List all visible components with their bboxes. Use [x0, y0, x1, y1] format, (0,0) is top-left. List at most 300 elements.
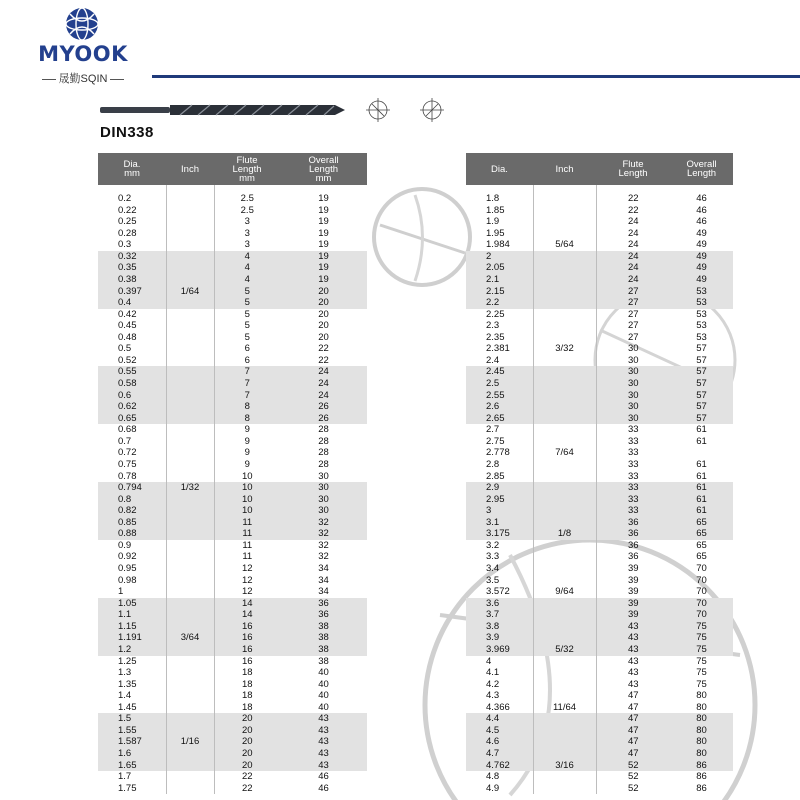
flute-length-cell: 47	[596, 713, 670, 725]
diameter-cell: 4.762	[466, 760, 533, 772]
flute-length-cell: 11	[214, 528, 280, 540]
diameter-cell: 4.9	[486, 782, 500, 794]
flute-length-cell: 36	[596, 517, 670, 529]
inch-cell	[533, 401, 596, 413]
flute-length-cell: 11	[242, 539, 253, 551]
diameter-cell: 1.8	[486, 193, 500, 204]
inch-cell	[533, 471, 596, 483]
overall-length-cell: 22	[318, 354, 329, 366]
table-row	[98, 228, 367, 240]
flute-length-cell: 7	[214, 378, 280, 390]
overall-length-cell: 80	[670, 748, 733, 760]
diameter-cell: 4.6	[466, 736, 533, 748]
inch-cell	[533, 748, 596, 760]
flute-length-cell: 52	[596, 760, 670, 772]
table-row	[466, 436, 733, 448]
overall-length-cell: 70	[696, 586, 707, 598]
overall-length-cell: 75	[696, 667, 707, 679]
table-row	[98, 424, 367, 436]
table-row	[466, 656, 733, 668]
flute-length-cell: 12	[241, 574, 253, 586]
overall-length-cell: 57	[670, 401, 733, 413]
table-row	[466, 702, 733, 714]
table-header-row	[98, 153, 367, 185]
inch-cell	[533, 771, 596, 783]
drill-point-view-icon	[366, 98, 390, 122]
diameter-cell: 2.15	[466, 286, 533, 298]
overall-length-cell: 49	[696, 227, 707, 239]
inch-cell	[166, 621, 214, 633]
flute-length-cell: 24	[596, 274, 670, 286]
table-row	[466, 332, 733, 344]
overall-length-cell: 40	[318, 690, 329, 702]
diameter-cell: 4.8	[486, 771, 500, 783]
table-row	[98, 783, 367, 795]
flute-length-cell: 52	[627, 771, 639, 783]
flute-length-cell: 36	[627, 539, 639, 551]
diameter-cell: 2.85	[486, 470, 505, 482]
flute-length-cell: 6	[244, 343, 250, 355]
inch-cell	[533, 355, 596, 367]
diameter-cell: 0.397	[98, 286, 166, 298]
inch-cell	[533, 251, 596, 263]
inch-cell	[166, 366, 214, 378]
overall-length-cell: 53	[696, 308, 707, 320]
overall-length-cell: 57	[670, 413, 733, 425]
table-row	[98, 679, 367, 691]
table-row	[98, 540, 367, 552]
diameter-cell: 2.25	[486, 308, 505, 320]
table-row	[98, 309, 367, 321]
flute-length-cell: 39	[627, 563, 639, 574]
inch-cell	[166, 320, 214, 332]
flute-length-cell: 36	[596, 528, 670, 540]
flute-length-cell: 27	[596, 286, 670, 298]
globe-logo-icon	[62, 6, 102, 42]
diameter-cell: 1	[118, 586, 124, 598]
diameter-cell: 0.48	[118, 331, 137, 343]
inch-cell	[533, 459, 596, 471]
inch-cell	[533, 366, 596, 378]
inch-cell	[166, 679, 214, 691]
diameter-cell: 1.6	[98, 748, 166, 760]
diameter-cell: 0.25	[118, 216, 137, 228]
flute-length-cell: 2.5	[240, 204, 254, 216]
table-spacer-row	[466, 185, 733, 193]
inch-cell	[166, 355, 214, 367]
diameter-cell: 4.1	[486, 667, 500, 679]
brand-name: MYOOK	[38, 42, 128, 66]
diameter-cell: 0.794	[98, 482, 166, 494]
overall-length-cell: 86	[670, 760, 733, 772]
overall-length-cell: 32	[318, 551, 329, 563]
flute-length-cell: 18	[241, 678, 253, 690]
table-row	[98, 748, 367, 760]
inch-cell	[533, 679, 596, 691]
diameter-cell: 2.3	[486, 320, 500, 332]
overall-length-cell: 19	[318, 193, 329, 204]
table-row	[98, 702, 367, 714]
table-row	[98, 436, 367, 448]
flute-length-cell: 20	[214, 760, 280, 772]
diameter-cell: 3.7	[466, 609, 533, 621]
overall-length-cell: 70	[670, 598, 733, 610]
overall-length-cell: 32	[318, 539, 329, 551]
inch-cell	[166, 725, 214, 737]
diameter-cell: 2.35	[486, 331, 505, 343]
table-row	[98, 413, 367, 425]
table-row	[466, 621, 733, 633]
flute-length-cell: 10	[241, 470, 253, 482]
flute-length-cell: 10	[214, 482, 280, 494]
overall-length-cell: 24	[280, 378, 367, 390]
flute-length-cell: 9	[244, 458, 250, 470]
inch-cell: 3/64	[166, 632, 214, 644]
flute-length-cell: 5	[244, 331, 250, 343]
diameter-cell: 0.98	[118, 574, 137, 586]
overall-length-cell: 19	[280, 274, 367, 286]
spacer-cell	[596, 185, 670, 193]
inch-cell: 3/16	[533, 760, 596, 772]
overall-length-cell: 46	[696, 216, 707, 228]
overall-length-cell: 75	[696, 678, 707, 690]
flute-length-cell: 27	[627, 320, 639, 332]
inch-cell	[166, 228, 214, 240]
flute-length-cell: 33	[596, 505, 670, 517]
table-row	[98, 262, 367, 274]
table-row	[98, 320, 367, 332]
diameter-cell: 4.5	[466, 725, 533, 737]
table-row	[466, 343, 733, 355]
flute-length-cell: 43	[627, 678, 639, 690]
inch-cell	[533, 482, 596, 494]
overall-length-cell: 70	[670, 609, 733, 621]
spacer-cell	[466, 185, 533, 193]
flute-length-cell: 5	[214, 286, 280, 298]
overall-length-cell: 22	[318, 343, 329, 355]
inch-cell	[533, 609, 596, 621]
diameter-cell: 0.82	[98, 505, 166, 517]
table-row	[466, 482, 733, 494]
inch-cell	[166, 586, 214, 598]
table-row	[466, 274, 733, 286]
flute-length-cell: 30	[596, 413, 670, 425]
inch-cell: 3/32	[533, 343, 596, 355]
diameter-cell: 1.4	[118, 690, 132, 702]
flute-length-cell: 3	[244, 216, 250, 228]
drill-cross-section-icon	[420, 98, 444, 122]
flute-length-cell: 33	[627, 470, 639, 482]
flute-length-cell: 22	[627, 193, 639, 204]
inch-cell	[533, 193, 596, 205]
flute-length-cell: 39	[596, 609, 670, 621]
inch-cell	[166, 193, 214, 205]
table-row	[98, 586, 367, 598]
table-row	[98, 459, 367, 471]
inch-cell	[533, 494, 596, 506]
flute-length-cell: 18	[241, 690, 253, 702]
table-row	[466, 690, 733, 702]
inch-cell	[533, 320, 596, 332]
overall-length-cell: 61	[696, 470, 707, 482]
inch-cell	[533, 205, 596, 217]
table-row	[466, 632, 733, 644]
table-row	[466, 598, 733, 610]
inch-cell	[166, 447, 214, 459]
table-row	[98, 471, 367, 483]
flute-length-cell: 30	[596, 401, 670, 413]
overall-length-cell: 49	[670, 274, 733, 286]
diameter-cell: 3.5	[486, 574, 500, 586]
inch-cell	[166, 413, 214, 425]
overall-length-cell: 26	[280, 413, 367, 425]
diameter-cell: 3.3	[486, 551, 500, 563]
overall-length-cell: 61	[696, 424, 707, 436]
table-row	[466, 783, 733, 795]
diameter-cell: 0.65	[98, 413, 166, 425]
table-row	[98, 575, 367, 587]
diameter-cell: 2.4	[486, 354, 500, 366]
overall-length-cell: 80	[670, 713, 733, 725]
inch-cell	[533, 656, 596, 668]
overall-length-cell: 38	[280, 644, 367, 656]
diameter-cell: 0.52	[118, 354, 137, 366]
table-row	[98, 667, 367, 679]
flute-length-cell: 47	[627, 690, 639, 702]
overall-length-cell: 75	[670, 632, 733, 644]
flute-length-cell: 43	[627, 655, 639, 667]
table-row	[466, 366, 733, 378]
diameter-cell: 1.5	[98, 713, 166, 725]
inch-cell	[166, 343, 214, 355]
overall-length-cell: 57	[670, 390, 733, 402]
diameter-cell: 1.3	[118, 667, 132, 679]
column-header: Flute Length	[596, 153, 670, 185]
flute-length-cell: 24	[627, 227, 639, 239]
overall-length-cell: 19	[318, 204, 329, 216]
inch-cell	[533, 424, 596, 436]
flute-length-cell: 47	[596, 725, 670, 737]
diameter-cell: 1.75	[118, 782, 137, 794]
table-row	[466, 528, 733, 540]
overall-length-cell: 19	[280, 251, 367, 263]
overall-length-cell: 61	[696, 458, 707, 470]
table-row	[466, 667, 733, 679]
table-row	[466, 447, 733, 459]
overall-length-cell: 32	[280, 528, 367, 540]
flute-length-cell: 6	[244, 354, 250, 366]
diameter-cell: 1.191	[98, 632, 166, 644]
diameter-cell: 0.35	[98, 262, 166, 274]
diameter-cell: 0.58	[98, 378, 166, 390]
diameter-cell: 0.78	[118, 470, 137, 482]
inch-cell	[166, 713, 214, 725]
flute-length-cell: 2.5	[240, 193, 254, 204]
diameter-cell: 4.366	[486, 701, 510, 713]
diameter-cell: 1.05	[98, 598, 166, 610]
table-row	[466, 355, 733, 367]
diameter-cell: 1.15	[98, 621, 166, 633]
overall-length-cell: 36	[280, 598, 367, 610]
table-row	[98, 205, 367, 217]
diameter-cell: 0.75	[118, 458, 137, 470]
overall-length-cell: 24	[280, 366, 367, 378]
inch-cell	[166, 459, 214, 471]
table-row	[98, 355, 367, 367]
diameter-cell: 2.75	[486, 435, 505, 447]
table-row	[466, 586, 733, 598]
column-header: Overall Length	[670, 153, 733, 185]
inch-cell: 5/32	[533, 644, 596, 656]
table-row	[466, 575, 733, 587]
flute-length-cell: 5	[244, 320, 250, 332]
table-row	[466, 736, 733, 748]
table-header-row	[466, 153, 733, 185]
inch-cell	[166, 401, 214, 413]
table-row	[466, 297, 733, 309]
diameter-cell: 2.7	[486, 424, 500, 436]
table-row	[98, 528, 367, 540]
inch-cell	[166, 378, 214, 390]
inch-cell	[533, 563, 596, 575]
flute-length-cell: 16	[214, 644, 280, 656]
column-header: Overall Length mm	[280, 153, 367, 185]
flute-length-cell: 27	[627, 331, 639, 343]
overall-length-cell: 46	[318, 782, 329, 794]
table-row	[466, 771, 733, 783]
flute-length-cell: 30	[596, 378, 670, 390]
page-title: DIN338	[100, 124, 154, 141]
overall-length-cell: 49	[670, 262, 733, 274]
diameter-cell: 0.55	[98, 366, 166, 378]
diameter-cell: 0.3	[118, 239, 132, 251]
table-row	[466, 471, 733, 483]
flute-length-cell: 33	[627, 435, 639, 447]
overall-length-cell: 32	[280, 517, 367, 529]
inch-cell	[533, 505, 596, 517]
overall-length-cell: 46	[318, 771, 329, 783]
diameter-cell: 2.55	[466, 390, 533, 402]
overall-length-cell: 40	[318, 678, 329, 690]
table-row	[466, 390, 733, 402]
overall-length-cell: 49	[670, 251, 733, 263]
diameter-cell: 2.6	[466, 401, 533, 413]
table-row	[98, 713, 367, 725]
diameter-cell: 1.55	[98, 725, 166, 737]
diameter-cell: 0.2	[118, 193, 132, 204]
spacer-cell	[98, 185, 166, 193]
flute-length-cell: 27	[627, 308, 639, 320]
inch-cell: 1/16	[166, 736, 214, 748]
diameter-cell: 3.8	[466, 621, 533, 633]
overall-length-cell: 57	[696, 354, 707, 366]
inch-cell	[166, 690, 214, 702]
overall-length-cell: 57	[696, 343, 707, 355]
overall-length-cell: 53	[670, 286, 733, 298]
diameter-cell: 0.38	[98, 274, 166, 286]
table-row	[466, 216, 733, 228]
table-row	[466, 459, 733, 471]
flute-length-cell: 3	[244, 239, 250, 251]
inch-cell: 11/64	[533, 702, 596, 714]
diameter-cell: 2	[466, 251, 533, 263]
flute-length-cell: 8	[214, 413, 280, 425]
overall-length-cell: 19	[318, 216, 329, 228]
drill-cross-section-drawing	[370, 185, 480, 295]
flute-length-cell: 7	[214, 390, 280, 402]
inch-cell	[166, 598, 214, 610]
diameter-cell: 2.05	[466, 262, 533, 274]
table-row	[98, 598, 367, 610]
flute-length-cell: 30	[627, 343, 639, 355]
diameter-cell: 0.7	[118, 435, 132, 447]
table-row	[466, 378, 733, 390]
overall-length-cell: 20	[318, 308, 329, 320]
flute-length-cell: 22	[241, 782, 253, 794]
flute-length-cell: 43	[596, 644, 670, 656]
inch-cell	[166, 436, 214, 448]
inch-cell	[166, 748, 214, 760]
inch-cell	[166, 505, 214, 517]
overall-length-cell: 46	[696, 204, 707, 216]
diameter-cell: 4.4	[466, 713, 533, 725]
table-row	[466, 494, 733, 506]
table-row	[98, 286, 367, 298]
table-row	[98, 563, 367, 575]
diameter-cell: 4.7	[466, 748, 533, 760]
table-row	[98, 297, 367, 309]
inch-cell	[166, 783, 214, 795]
flute-length-cell: 22	[627, 204, 639, 216]
table-row	[466, 540, 733, 552]
diameter-cell: 0.32	[98, 251, 166, 263]
diameter-cell: 1.65	[98, 760, 166, 772]
flute-length-cell: 20	[214, 725, 280, 737]
inch-cell	[533, 667, 596, 679]
diameter-cell: 0.45	[118, 320, 137, 332]
diameter-cell: 2.65	[466, 413, 533, 425]
overall-length-cell: 46	[696, 193, 707, 204]
inch-cell	[166, 251, 214, 263]
diameter-cell: 1.25	[118, 655, 137, 667]
diameter-cell: 2.5	[466, 378, 533, 390]
inch-cell	[533, 216, 596, 228]
flute-length-cell: 33	[596, 482, 670, 494]
table-row	[466, 713, 733, 725]
flute-length-cell: 16	[214, 632, 280, 644]
overall-length-cell: 57	[670, 378, 733, 390]
table-row	[466, 644, 733, 656]
inch-cell: 1/64	[166, 286, 214, 298]
overall-length-cell: 40	[318, 701, 329, 713]
diameter-cell: 0.68	[118, 424, 137, 436]
overall-length-cell: 65	[696, 539, 707, 551]
flute-length-cell: 39	[627, 574, 639, 586]
flute-length-cell: 20	[214, 748, 280, 760]
flute-length-cell: 20	[214, 713, 280, 725]
header-rule	[152, 75, 800, 78]
diameter-cell: 0.62	[98, 401, 166, 413]
inch-cell	[166, 216, 214, 228]
overall-length-cell: 30	[280, 505, 367, 517]
inch-cell	[533, 598, 596, 610]
flute-length-cell: 39	[627, 586, 639, 598]
table-row	[98, 390, 367, 402]
table-row	[98, 401, 367, 413]
table-row	[466, 251, 733, 263]
inch-cell	[166, 702, 214, 714]
overall-length-cell: 65	[670, 517, 733, 529]
